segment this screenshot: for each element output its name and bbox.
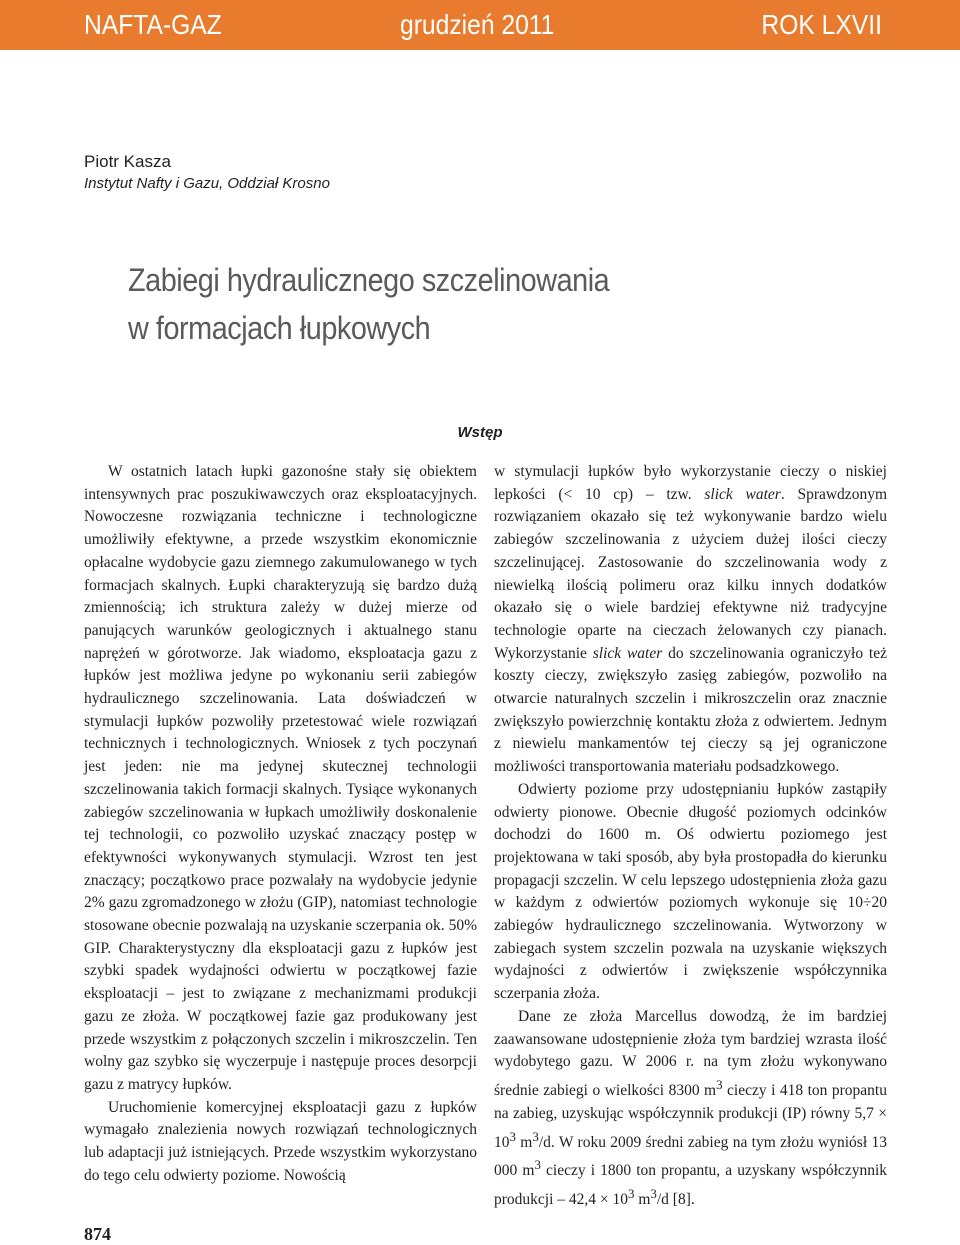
left-column	[84, 461, 477, 1188]
text-run: cieczy i 1800 ton propantu, a uzyskany współczynnik produkcji – 42,4 × 10	[494, 1162, 888, 1209]
superscript: 3	[509, 1128, 516, 1144]
author-block	[84, 151, 330, 195]
superscript: 3	[532, 1128, 539, 1144]
paragraph: Odwierty poziome przy udostępnianiu łupków zastąpiły odwierty pionowe. Obecnie długość poziomych odcinków dochodzi do 1600 m. Oś odwiertu poziomego jest projektowana w taki sposób, aby była prostopadła do kierunku propagacji szczelin. W celu lepszego udostępnienia złoża gazu w każdym z odwiertów poziomych wykonuje się 10÷20 zabiegów hydraulicznego szczelinowania. Wytworzony w zabiegach system szczelin pozwala na uzyskanie większych wydajności z odwiertów i zwiększenie współczynnika sczerpania złoża.	[494, 780, 887, 1003]
title-line-1: Zabiegi hydraulicznego szczelinowania	[128, 262, 610, 298]
paragraph	[494, 1006, 887, 1212]
text-run: m	[634, 1191, 651, 1209]
italic-term: slick water	[592, 644, 663, 662]
right-column	[494, 461, 887, 1212]
author-institution: Instytut Nafty i Gazu, Oddział Krosno	[84, 175, 330, 192]
title-line-2: w formacjach łupkowych	[128, 310, 431, 346]
section-heading: Wstęp	[457, 424, 503, 441]
paragraph: Uruchomienie komercyjnej eksploatacji gazu z łupków wymagało znalezienia nowych rozwiązań technologicznych lub adaptacji już istniejących. Przede wszystkim wykorzystano do tego celu odwierty poziome. Nowością	[84, 1098, 477, 1184]
volume-year: ROK LXVII	[761, 9, 882, 40]
author-name: Piotr Kasza	[84, 152, 171, 171]
superscript: 3	[628, 1186, 635, 1202]
text-run: /d [8].	[656, 1191, 695, 1209]
text-run: do szczelinowania ograniczyło też koszty cieczy, zwiększyło zasięg zabiegów, pozwoliło na otwarcie naturalnych szczelin i mikroszczelin oraz znacznie zwiększyło powierzchnię kontaktu złoża z odwiertem. Jednym z niewielu mankamentów tej cieczy są jej ograniczone możliwości transportowania materiału podsadzkowego.	[494, 644, 887, 776]
paragraph	[494, 461, 887, 779]
issue-date: grudzień 2011	[400, 9, 555, 40]
text-run: Dane ze złoża Marcellus dowodzą, że im bardziej zaawansowane udostępnienie złoża tym bardziej wzrasta ilość wydobytego gazu. W 2006 r. na tym złożu wykonywano średnie zabiegi o wielkości 8300 m	[494, 1007, 887, 1100]
article-title	[128, 256, 812, 352]
text-run: m	[515, 1133, 533, 1151]
italic-term: slick water	[704, 485, 781, 503]
text-run: . Sprawdzonym rozwiązaniem okazało się też wykonywanie bardzo wielu zabiegów szczelinowania z użyciem dużej ilości cieczy szczelinującej. Zastosowanie do szczelinowania wody z niewielką ilością polimeru oraz kilku innych dodatków okazało się o wiele bardziej efektywne niż tradycyjne technologie oparte na cieczach żelowanych czy pianach. Wykorzystanie	[494, 485, 887, 662]
journal-name: NAFTA-GAZ	[84, 9, 222, 40]
text-run: /d. W roku 2009 średni zabieg na tym złożu wyniósł 13 000 m	[494, 1133, 887, 1180]
page-number: 874	[84, 1224, 111, 1244]
paragraph: W ostatnich latach łupki gazonośne stały się obiektem intensywnych prac poszukiwawczych oraz eksploatacyjnych. Nowoczesne rozwiązania techniczne i technologiczne umożliwiły efektywne, a przede wszystkim ekonomicznie opłacalne wydobycie gazu ziemnego zakumulowanego w tych formacjach skalnych. Łupki charakteryzują się bardzo dużą zmiennością; ich struktura zależy w dużej mierze od panujących warunków geologicznych i aktualnego stanu naprężeń w górotworze. Jak wiadomo, eksploatacja gazu z łupków jest możliwa jedyne po wykonaniu serii zabiegów hydraulicznego szczelinowania. Lata doświadczeń w stymulacji łupków pozwoliły przetestować wiele rozwiązań technicznych i technologicznych. Wniosek z tych poczynań jest jeden: nie ma jedynej skutecznej technologii szczelinowania takich formacji skalnych. Tysiące wykonanych zabiegów szczelinowania w łupkach umożliwiły doskonalenie tej technologii, co pozwoliło uzyskać znaczący postęp w efektywności wykonywanych stymulacji. Wzrost ten jest znaczący; początkowo prace pozwalały na wydobycie jedynie 2% gazu zgromadzonego w złożu (GIP), natomiast technologie stosowane obecnie pozwalają na uzyskanie sczerpania ok. 50% GIP. Charakterystyczny dla eksploatacji gazu z łupków jest szybki spadek wydajności odwiertu w początkowej fazie eksploatacji – jest to związane z mechanizmami produkcji gazu ze złoża. W początkowej fazie gaz produkowany jest przede wszystkim z połączonych szczelin i mikroszczelin. Ten wolny gaz szybko się wyczerpuje i następuje proces desorpcji gazu z matrycy łupków.	[84, 463, 477, 1093]
superscript: 3	[716, 1076, 723, 1092]
journal-header-bar	[0, 0, 960, 50]
superscript: 3	[534, 1157, 541, 1173]
text-run: cieczy i 418 ton propantu na zabieg, uzyskując współczynnik produkcji (IP) równy 5,7 × 10	[494, 1082, 887, 1151]
superscript: 3	[650, 1186, 657, 1202]
text-run: w stymulacji łupków było wykorzystanie cieczy o niskiej lepkości (< 10 cp) – tzw.	[494, 463, 887, 503]
